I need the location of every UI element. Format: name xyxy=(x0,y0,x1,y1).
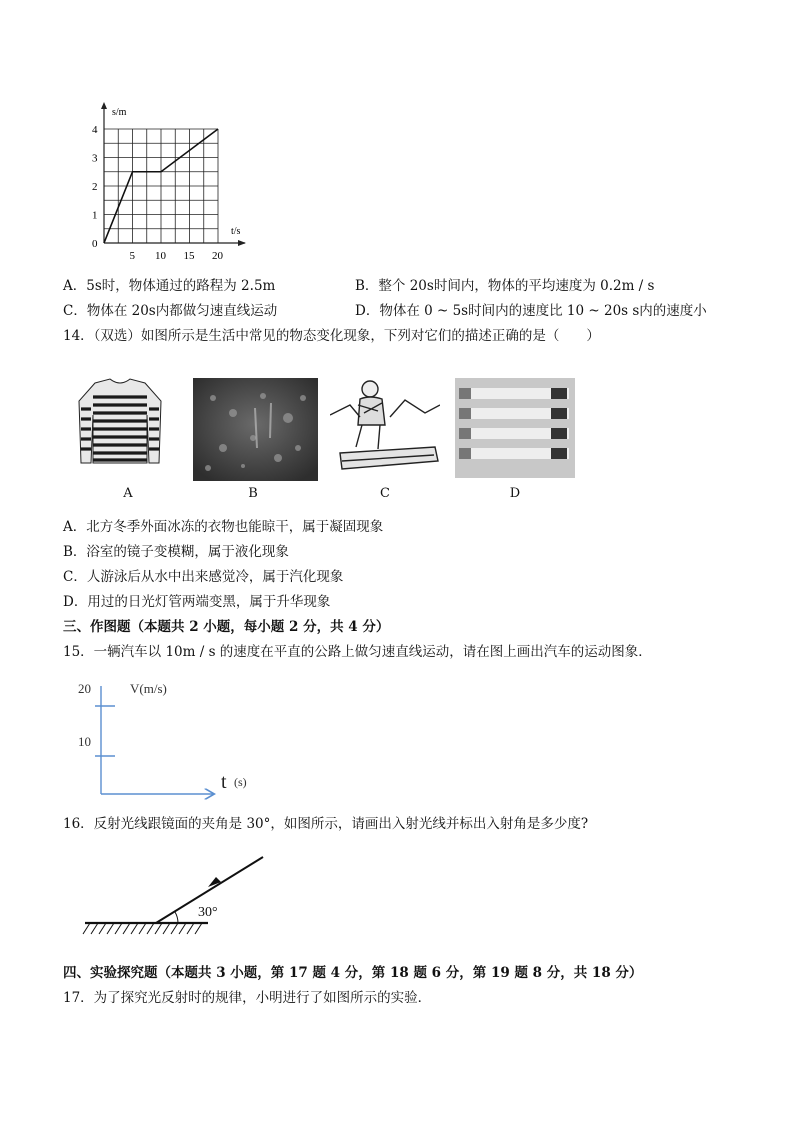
x-tick-label: 10 xyxy=(155,250,166,262)
foggy-mirror-photo xyxy=(193,378,318,481)
q13-option-c: C．物体在 20s内都做匀速直线运动 xyxy=(63,303,278,319)
q13-st-graph xyxy=(85,98,255,263)
graph-axes xyxy=(101,102,246,246)
y-axis-label: s/m xyxy=(112,107,127,118)
graph-grid xyxy=(104,129,218,243)
v-axis-label: V(m/s) xyxy=(130,681,167,696)
q15-stem: 15．一辆汽车以 10m / s 的速度在平直的公路上做匀速直线运动，请在图上画出汽车的运动图象． xyxy=(63,644,652,660)
t-axis-label: t xyxy=(221,771,227,793)
y-tick-label: 4 xyxy=(92,124,98,136)
q13-option-d: D．物体在 0 ~ 5s时间内的速度比 10 ~ 20s s内的速度小 xyxy=(355,303,707,319)
tick-label-20: 20 xyxy=(78,681,91,696)
x-tick-label: 5 xyxy=(129,250,135,262)
ray-arrow xyxy=(208,877,221,887)
photo-label-d: D xyxy=(509,486,521,501)
tick-label-10: 10 xyxy=(78,734,91,749)
x-tick-label: 15 xyxy=(183,250,195,262)
q13-option-a: A．5s时，物体通过的路程为 2.5m xyxy=(63,278,276,294)
y-tick-label: 2 xyxy=(92,181,98,193)
q15-vt-axes xyxy=(75,672,265,807)
photo-label-b: B xyxy=(248,486,258,501)
fluorescent-tubes-photo xyxy=(455,378,575,478)
angle-arc xyxy=(175,912,178,923)
q16-mirror-diagram xyxy=(80,850,280,940)
q13-option-b: B．整个 20s时间内，物体的平均速度为 0.2m / s xyxy=(355,278,655,294)
section3-title: 三、作图题（本题共 2 小题，每小题 2 分，共 4 分） xyxy=(63,619,390,635)
q14-option-b: B．浴室的镜子变模糊，属于液化现象 xyxy=(63,544,289,560)
mirror-hatching xyxy=(83,923,202,934)
x-tick-label: 20 xyxy=(212,250,223,262)
q14-option-a: A．北方冬季外面冰冻的衣物也能晾干，属于凝固现象 xyxy=(63,519,384,535)
x-axis-arrow xyxy=(238,240,246,246)
angle-label: 30° xyxy=(198,905,218,920)
swimmer-photo xyxy=(330,375,440,475)
y-tick-label: 1 xyxy=(92,209,98,222)
photo-label-a: A xyxy=(123,486,133,501)
t-axis-unit: (s) xyxy=(234,775,247,789)
photo-label-c: C xyxy=(380,486,390,501)
q14-option-d: D．用过的日光灯管两端变黑，属于升华现象 xyxy=(63,594,331,610)
q14-option-c: C．人游泳后从水中出来感觉冷，属于汽化现象 xyxy=(63,569,344,585)
x-axis-label: t/s xyxy=(231,226,241,237)
sweater-photo xyxy=(75,375,165,470)
q14-stem: 14．（双选）如图所示是生活中常见的物态变化现象，下列对它们的描述正确的是（ ） xyxy=(63,328,600,344)
q17-stem: 17．为了探究光反射时的规律，小明进行了如图所示的实验． xyxy=(63,990,432,1006)
y-tick-label: 0 xyxy=(92,238,98,250)
y-axis-arrow xyxy=(101,102,107,109)
q16-stem: 16．反射光线跟镜面的夹角是 30°，如图所示，请画出入射光线并标出入射角是多少度? xyxy=(63,816,589,832)
section4-title: 四、实验探究题（本题共 3 小题，第 17 题 4 分，第 18 题 6 分，第 19 题 8 分，共 18 分） xyxy=(63,965,643,981)
y-tick-label: 3 xyxy=(92,152,98,165)
